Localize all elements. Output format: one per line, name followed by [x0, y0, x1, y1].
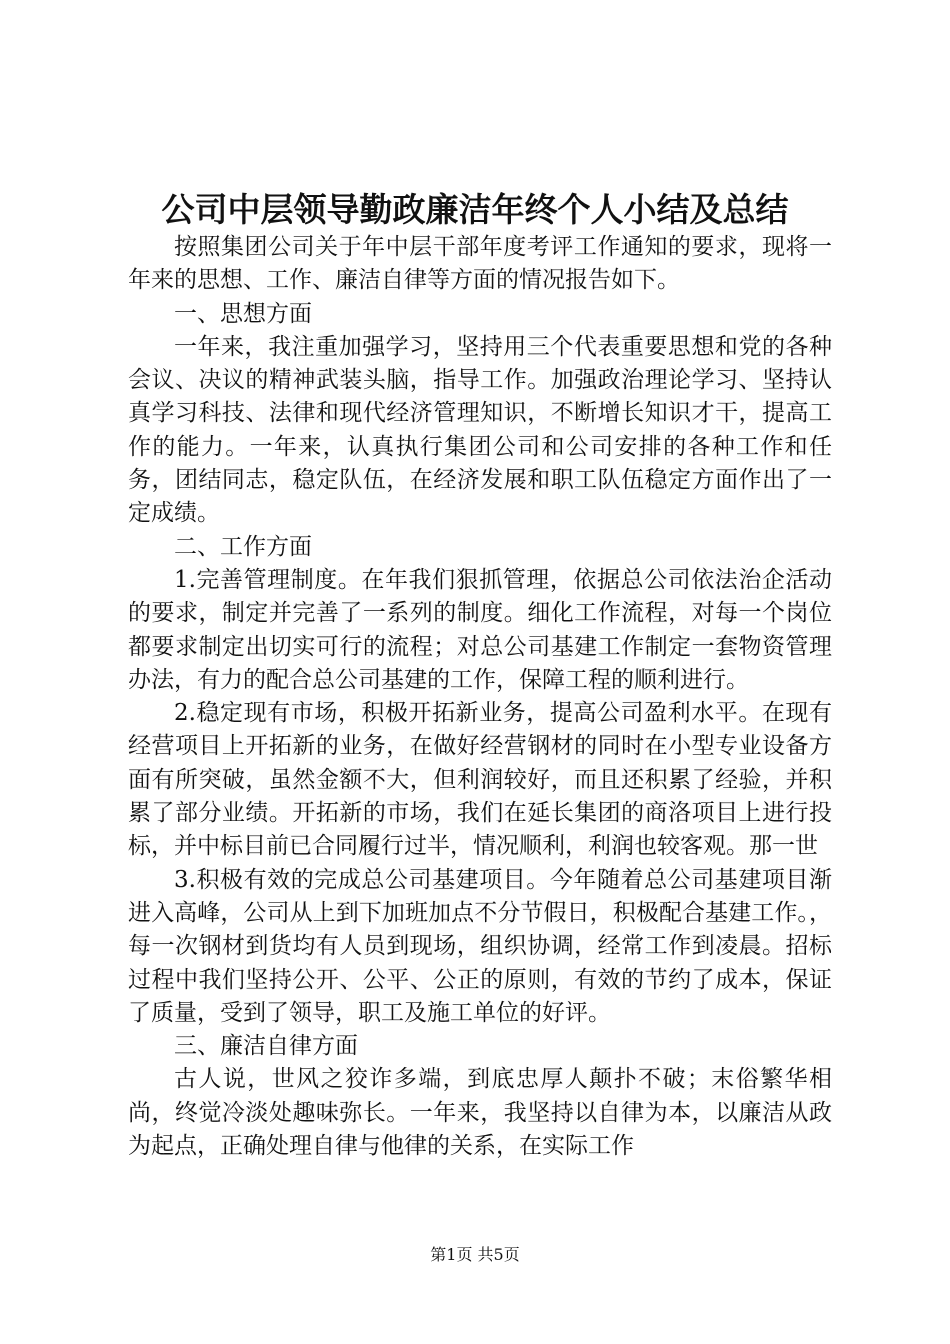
paragraph-integrity: 古人说，世风之狡诈多端，到底忠厚人颠扑不破；末俗繁华相尚，终觉冷淡处趣味弥长。一年来，我坚持以自律为本，以廉洁从政为起点，正确处理自律与他律的关系，在实际工作	[128, 1066, 832, 1160]
paragraph-thought: 一年来，我注重加强学习，坚持用三个代表重要思想和党的各种会议、决议的精神武装头脑，指导工作。加强政治理论学习、坚持认真学习科技、法律和现代经济管理知识，不断增长知识才干，提高工作的能力。一年来，认真执行集团公司和公司安排的各种工作和任务，团结同志，稳定队伍，在经济发展和职工队伍稳定方面作出了一定成绩。	[128, 333, 832, 527]
section-heading-thought: 一、思想方面	[174, 300, 312, 327]
paragraph-work-item-2: 2.稳定现有市场，积极开拓新业务，提高公司盈利水平。在现有经营项目上开拓新的业务，在做好经营钢材的同时在小型专业设备方面有所突破，虽然金额不大，但利润较好，而且还积累了经验，并积累了部分业绩。开拓新的市场，我们在延长集团的商洛项目上进行投标，并中标目前已合同履行过半，情况顺利，利润也较客观。那一世	[128, 700, 832, 860]
paragraph-work-item-3: 3.积极有效的完成总公司基建项目。今年随着总公司基建项目渐进入高峰，公司从上到下加班加点不分节假日，积极配合基建工作。，每一次钢材到货均有人员到现场，组织协调，经常工作到凌晨。招标过程中我们坚持公开、公平、公正的原则，有效的节约了成本，保证了质量，受到了领导，职工及施工单位的好评。	[128, 866, 832, 1026]
page-footer: 第1页 共5页	[430, 1245, 520, 1264]
paragraph-work-item-1: 1.完善管理制度。在年我们狠抓管理，依据总公司依法治企活动的要求，制定并完善了一系列的制度。细化工作流程，对每一个岗位都要求制定出切实可行的流程；对总公司基建工作制定一套物资管理办法，有力的配合总公司基建的工作，保障工程的顺利进行。	[128, 566, 832, 693]
section-heading-integrity: 三、廉洁自律方面	[174, 1033, 358, 1060]
document-title: 公司中层领导勤政廉洁年终个人小结及总结	[161, 190, 789, 229]
paragraph-intro: 按照集团公司关于年中层干部年度考评工作通知的要求，现将一年来的思想、工作、廉洁自律等方面的情况报告如下。	[128, 234, 832, 294]
document-body	[128, 231, 832, 1163]
section-heading-work: 二、工作方面	[174, 533, 312, 560]
